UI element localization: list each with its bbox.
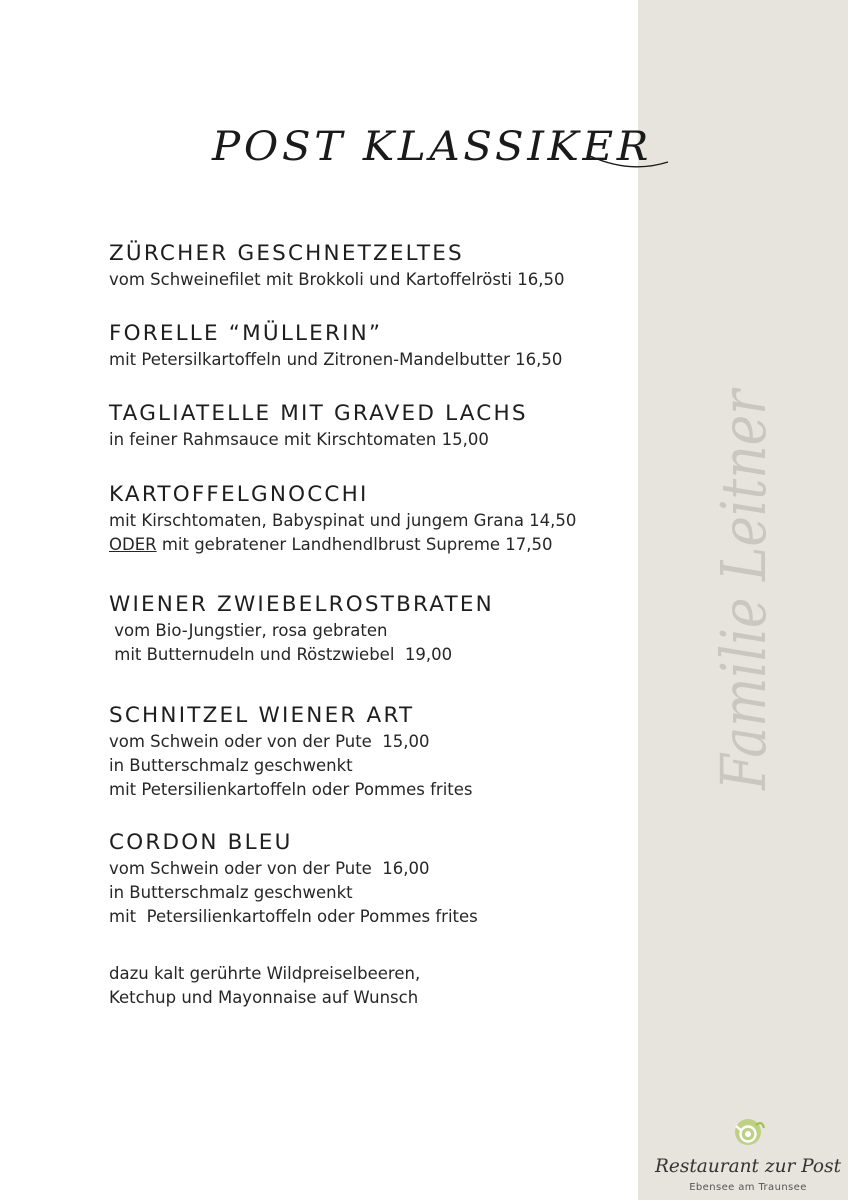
logo-name: Restaurant zur Post <box>654 1155 842 1177</box>
page-title <box>0 112 848 192</box>
restaurant-logo <box>648 1112 848 1200</box>
post-horn-icon <box>735 1119 764 1145</box>
dish-description: vom Schweinefilet mit Brokkoli und Kartoffelrösti 16,50 <box>109 270 565 289</box>
dish-item <box>109 400 528 452</box>
dish-description: in Butterschmalz geschwenkt <box>109 756 353 775</box>
vertical-family-name <box>653 370 833 810</box>
dish-item <box>109 829 478 929</box>
page-title-text: POST KLASSIKER <box>210 124 653 170</box>
footer-note-line: Ketchup und Mayonnaise auf Wunsch <box>109 988 419 1007</box>
dish-item <box>109 481 576 557</box>
dish-name: ZÜRCHER GESCHNETZELTES <box>109 241 464 266</box>
dish-item <box>109 591 494 667</box>
dish-name: KARTOFFELGNOCCHI <box>109 482 369 507</box>
dish-description: mit Petersilienkartoffeln oder Pommes frites <box>109 907 478 926</box>
dish-description: in feiner Rahmsauce mit Kirschtomaten 15,00 <box>109 430 489 449</box>
dish-description: in Butterschmalz geschwenkt <box>109 883 353 902</box>
logo-subtitle: Ebensee am Traunsee <box>689 1182 807 1193</box>
vertical-family-text: Familie Leitner <box>707 370 780 790</box>
alt-description: mit gebratener Landhendlbrust Supreme 17,50 <box>156 535 553 554</box>
dish-alternative <box>109 533 576 557</box>
dish-item <box>109 320 562 372</box>
dish-description: vom Bio-Jungstier, rosa gebraten <box>109 621 388 640</box>
dish-name: FORELLE “MÜLLERIN” <box>109 321 383 346</box>
footer-note <box>109 962 420 1010</box>
dish-description: mit Petersilkartoffeln und Zitronen-Mandelbutter 16,50 <box>109 350 563 369</box>
dish-description: mit Petersilienkartoffeln oder Pommes frites <box>109 780 473 799</box>
dish-item <box>109 240 564 292</box>
dish-description: mit Butternudeln und Röstzwiebel 19,00 <box>109 645 453 664</box>
alt-prefix: ODER <box>109 535 157 554</box>
dish-description: vom Schwein oder von der Pute 16,00 <box>109 859 430 878</box>
dish-description: mit Kirschtomaten, Babyspinat und jungem Grana 14,50 <box>109 511 577 530</box>
footer-note-line: dazu kalt gerührte Wildpreiselbeeren, <box>109 964 421 983</box>
dish-name: WIENER ZWIEBELROSTBRATEN <box>109 592 494 617</box>
dish-name: CORDON BLEU <box>109 830 293 855</box>
dish-name: SCHNITZEL WIENER ART <box>109 703 415 728</box>
dish-item <box>109 702 473 802</box>
dish-name: TAGLIATELLE MIT GRAVED LACHS <box>109 401 528 426</box>
dish-description: vom Schwein oder von der Pute 15,00 <box>109 732 430 751</box>
